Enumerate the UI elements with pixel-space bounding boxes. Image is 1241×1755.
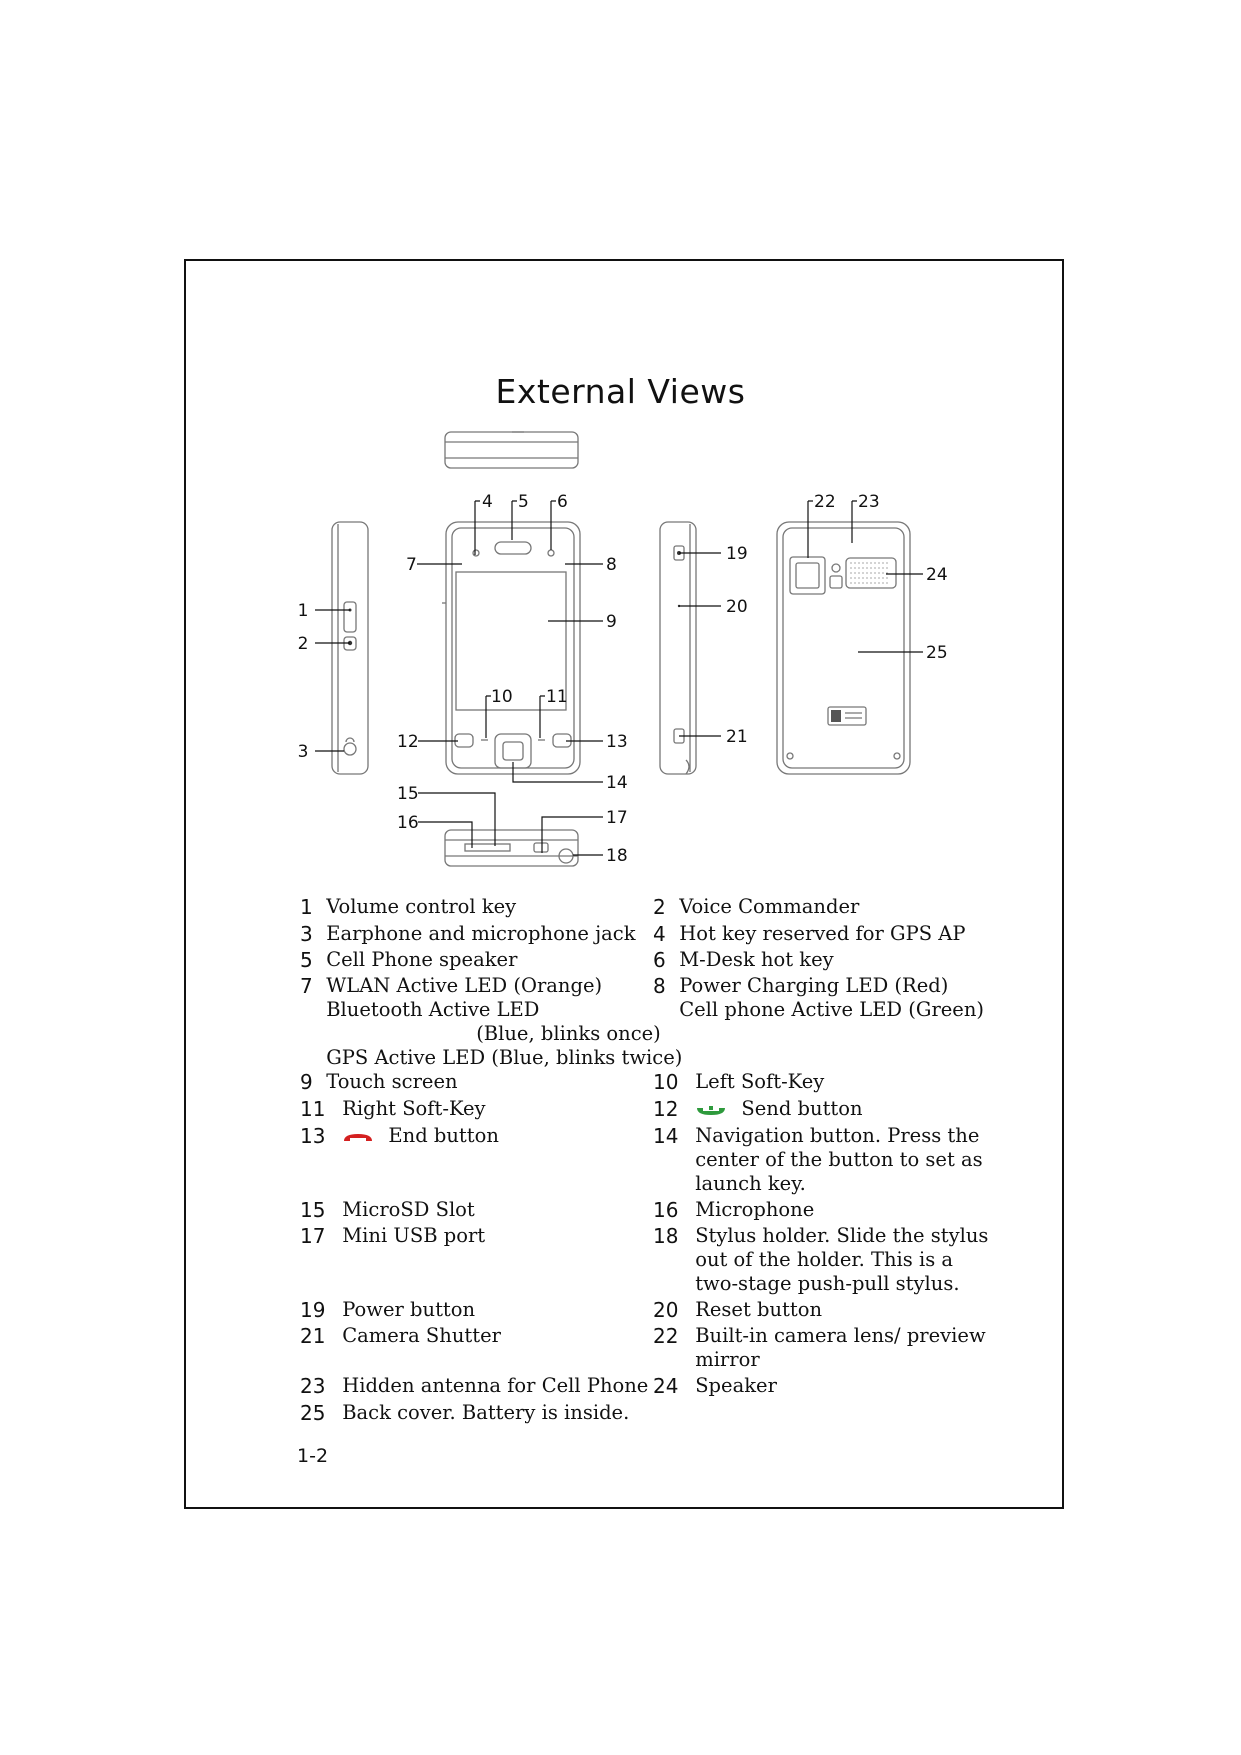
legend-line: Navigation button. Press the xyxy=(695,1124,980,1147)
legend-number: 5 xyxy=(300,948,313,972)
device-front-view xyxy=(442,522,580,774)
legend-line: GPS Active LED (Blue, blinks twice) xyxy=(326,1046,683,1069)
legend-item-3 xyxy=(300,922,636,947)
callout-1: 1 xyxy=(297,601,309,621)
legend-item-11 xyxy=(300,1097,486,1122)
callout-18: 18 xyxy=(606,846,628,866)
legend-text: M-Desk hot key xyxy=(679,948,834,971)
callout-15: 15 xyxy=(397,784,419,804)
callout-4: 4 xyxy=(482,492,493,512)
legend-number: 1 xyxy=(300,895,313,919)
legend-text xyxy=(695,1324,985,1372)
callout-6: 6 xyxy=(557,492,568,512)
callout-13: 13 xyxy=(606,732,628,752)
legend-line: Cell phone Active LED (Green) xyxy=(679,998,985,1021)
legend-text: Microphone xyxy=(695,1198,815,1221)
legend-line: Power Charging LED (Red) xyxy=(679,974,949,997)
legend-item-22 xyxy=(653,1324,986,1372)
legend-item-10 xyxy=(653,1070,824,1095)
device-bottom-view xyxy=(445,830,578,866)
legend-text: Speaker xyxy=(695,1374,777,1397)
page-number: 1-2 xyxy=(297,1445,329,1467)
legend-line: launch key. xyxy=(695,1172,806,1195)
legend-number: 23 xyxy=(300,1374,326,1398)
legend-text: Hot key reserved for GPS AP xyxy=(679,922,966,945)
callout-16: 16 xyxy=(397,813,419,833)
legend-text xyxy=(326,974,682,1070)
legend-item-24 xyxy=(653,1374,777,1399)
legend-number: 22 xyxy=(653,1324,679,1348)
callout-23: 23 xyxy=(858,492,880,512)
callout-numbers xyxy=(298,492,948,866)
device-back-view xyxy=(777,522,910,774)
legend-line: WLAN Active LED (Orange) xyxy=(326,974,603,997)
send-call-icon xyxy=(695,1105,727,1117)
legend-text: End button xyxy=(388,1124,499,1147)
legend-number: 9 xyxy=(300,1070,313,1094)
legend-text xyxy=(695,1224,988,1296)
legend-item-17 xyxy=(300,1224,485,1249)
legend-item-25 xyxy=(300,1401,629,1426)
callout-3: 3 xyxy=(297,742,309,762)
legend-line: Bluetooth Active LED xyxy=(326,998,540,1021)
legend-number: 19 xyxy=(300,1298,326,1322)
legend-line: mirror xyxy=(695,1348,760,1371)
callout-12: 12 xyxy=(397,732,419,752)
legend-line: two-stage push-pull stylus. xyxy=(695,1272,960,1295)
legend-item-16 xyxy=(653,1198,814,1223)
page-title: External Views xyxy=(495,372,746,411)
legend-number: 18 xyxy=(653,1224,679,1248)
legend-item-12 xyxy=(653,1097,863,1122)
callout-22: 22 xyxy=(814,492,836,512)
legend-text: Reset button xyxy=(695,1298,823,1321)
legend-item-5 xyxy=(300,948,517,973)
device-left-side-view xyxy=(332,522,368,774)
callout-10: 10 xyxy=(491,687,513,707)
callout-21: 21 xyxy=(726,727,748,747)
legend-item-7 xyxy=(300,974,682,1070)
legend-item-1 xyxy=(300,895,516,920)
legend-number: 10 xyxy=(653,1070,679,1094)
legend-line: out of the holder. This is a xyxy=(695,1248,954,1271)
callout-9: 9 xyxy=(606,612,617,632)
callout-24: 24 xyxy=(926,565,948,585)
callout-2: 2 xyxy=(297,634,309,654)
legend-number: 13 xyxy=(300,1124,326,1148)
legend-text: Voice Commander xyxy=(679,895,860,918)
legend-number: 14 xyxy=(653,1124,679,1148)
legend-text: Mini USB port xyxy=(342,1224,486,1247)
legend-item-2 xyxy=(653,895,859,920)
legend-number: 17 xyxy=(300,1224,326,1248)
legend-number: 15 xyxy=(300,1198,326,1222)
legend-text: Right Soft-Key xyxy=(342,1097,486,1120)
legend-number: 11 xyxy=(300,1097,326,1121)
legend-number: 2 xyxy=(653,895,666,919)
legend-item-21 xyxy=(300,1324,501,1349)
legend-item-6 xyxy=(653,948,834,973)
legend-item-18 xyxy=(653,1224,988,1296)
legend-text: Send button xyxy=(741,1097,863,1120)
legend-text: Volume control key xyxy=(326,895,517,918)
legend-text xyxy=(679,974,984,1022)
legend-item-8 xyxy=(653,974,984,1022)
legend-text: Earphone and microphone jack xyxy=(326,922,636,945)
legend-number: 25 xyxy=(300,1401,326,1425)
callout-5: 5 xyxy=(518,492,529,512)
legend-line: Built-in camera lens/ preview xyxy=(695,1324,986,1347)
callout-17: 17 xyxy=(606,808,628,828)
legend-number: 20 xyxy=(653,1298,679,1322)
legend-number: 3 xyxy=(300,922,313,946)
legend-number: 24 xyxy=(653,1374,679,1398)
legend-number: 6 xyxy=(653,948,666,972)
legend-text: Camera Shutter xyxy=(342,1324,501,1347)
legend-text: MicroSD Slot xyxy=(342,1198,475,1221)
legend-item-15 xyxy=(300,1198,475,1223)
legend-line: center of the button to set as xyxy=(695,1148,983,1171)
legend-line: (Blue, blinks once) xyxy=(476,1022,661,1045)
legend-item-19 xyxy=(300,1298,475,1323)
legend-number: 8 xyxy=(653,974,666,998)
legend-item-14 xyxy=(653,1124,983,1196)
callout-7: 7 xyxy=(406,555,417,575)
legend-text: Cell Phone speaker xyxy=(326,948,518,971)
callout-14: 14 xyxy=(606,773,628,793)
callout-11: 11 xyxy=(546,687,568,707)
callout-19: 19 xyxy=(726,544,748,564)
legend-text: Power button xyxy=(342,1298,476,1321)
legend-text: Left Soft-Key xyxy=(695,1070,825,1093)
legend-number: 21 xyxy=(300,1324,326,1348)
legend-text: Back cover. Battery is inside. xyxy=(342,1401,630,1424)
end-call-icon xyxy=(342,1132,374,1144)
legend-item-4 xyxy=(653,922,965,947)
legend-text xyxy=(695,1124,982,1196)
legend-item-13 xyxy=(300,1124,499,1149)
legend-number: 7 xyxy=(300,974,313,998)
callout-8: 8 xyxy=(606,555,617,575)
legend-text: Touch screen xyxy=(326,1070,458,1093)
callout-25: 25 xyxy=(926,643,948,663)
legend-line: Stylus holder. Slide the stylus xyxy=(695,1224,989,1247)
legend-item-20 xyxy=(653,1298,822,1323)
device-top-view xyxy=(445,432,578,468)
legend-text: Hidden antenna for Cell Phone xyxy=(342,1374,649,1397)
legend-item-9 xyxy=(300,1070,458,1095)
legend-number: 4 xyxy=(653,922,666,946)
legend-number: 16 xyxy=(653,1198,679,1222)
callout-20: 20 xyxy=(726,597,748,617)
legend-number: 12 xyxy=(653,1097,679,1121)
legend-item-23 xyxy=(300,1374,648,1399)
